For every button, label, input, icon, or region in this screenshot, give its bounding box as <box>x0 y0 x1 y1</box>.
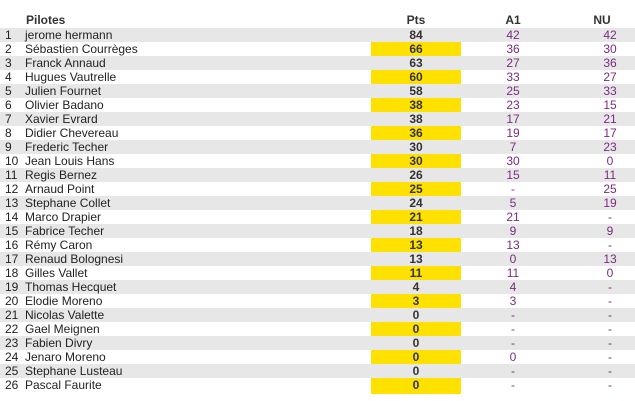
nu-cell: - <box>608 364 612 378</box>
pilot-name-cell: Olivier Badano <box>25 98 104 112</box>
table-row <box>0 280 635 294</box>
rank-cell: 1 <box>5 28 12 42</box>
a1-cell: 19 <box>506 126 520 140</box>
pts-cell: 36 <box>409 126 423 140</box>
table-row <box>0 364 635 378</box>
rank-cell: 25 <box>5 364 19 378</box>
a1-cell: 11 <box>506 266 520 280</box>
pts-cell: 0 <box>412 364 420 378</box>
header-a1: A1 <box>505 13 521 27</box>
nu-cell: - <box>608 210 612 224</box>
pilot-name-cell: Pascal Faurite <box>25 378 102 392</box>
nu-cell: 19 <box>603 196 617 210</box>
a1-cell: 30 <box>506 154 520 168</box>
pts-cell: 0 <box>412 308 420 322</box>
table-row <box>0 126 635 140</box>
pilot-name-cell: Didier Chevereau <box>25 126 119 140</box>
table-row <box>0 168 635 182</box>
pts-cell: 60 <box>409 70 423 84</box>
a1-cell: 9 <box>509 224 517 238</box>
table-row <box>0 140 635 154</box>
rank-cell: 20 <box>5 294 19 308</box>
rank-cell: 9 <box>5 140 12 154</box>
nu-cell: - <box>608 280 612 294</box>
pts-cell: 25 <box>409 182 423 196</box>
table-row <box>0 336 635 350</box>
rank-cell: 14 <box>5 210 19 224</box>
rank-cell: 26 <box>5 378 19 392</box>
pilot-name-cell: Gilles Vallet <box>25 266 88 280</box>
rank-cell: 11 <box>5 168 18 182</box>
nu-cell: 9 <box>606 224 614 238</box>
rank-cell: 16 <box>5 238 19 252</box>
a1-cell: 5 <box>509 196 517 210</box>
a1-cell: 3 <box>509 294 517 308</box>
a1-cell: 4 <box>509 280 517 294</box>
pts-cell: 0 <box>412 322 420 336</box>
table-row <box>0 112 635 126</box>
pts-cell: 0 <box>412 336 420 350</box>
rank-cell: 17 <box>5 252 19 266</box>
header-nu: NU <box>593 13 611 27</box>
pilot-name-cell: jerome hermann <box>25 28 113 42</box>
a1-cell: 7 <box>509 140 517 154</box>
table-header-row <box>0 13 635 28</box>
table-row <box>0 56 635 70</box>
a1-cell: - <box>511 322 515 336</box>
pilot-name-cell: Hugues Vautrelle <box>25 70 117 84</box>
nu-cell: - <box>608 322 612 336</box>
pilot-name-cell: Gael Meignen <box>25 322 100 336</box>
pilot-name-cell: Fabrice Techer <box>25 224 105 238</box>
pts-cell: 58 <box>409 84 423 98</box>
table-row <box>0 154 635 168</box>
table-row <box>0 266 635 280</box>
pilot-name-cell: Jean Louis Hans <box>25 154 115 168</box>
rank-cell: 19 <box>5 280 19 294</box>
rank-cell: 2 <box>5 42 12 56</box>
nu-cell: 23 <box>603 140 617 154</box>
nu-cell: 13 <box>603 252 617 266</box>
rank-cell: 10 <box>5 154 19 168</box>
nu-cell: - <box>608 294 612 308</box>
table-row <box>0 294 635 308</box>
rank-cell: 22 <box>5 322 19 336</box>
nu-cell: 36 <box>603 56 617 70</box>
a1-cell: 33 <box>506 70 520 84</box>
rank-cell: 6 <box>5 98 12 112</box>
rank-cell: 4 <box>5 70 12 84</box>
pts-cell: 38 <box>409 98 423 112</box>
pilot-name-cell: Franck Annaud <box>25 56 106 70</box>
a1-cell: 17 <box>506 112 520 126</box>
pts-cell: 66 <box>409 42 423 56</box>
a1-cell: 42 <box>506 28 520 42</box>
nu-cell: 17 <box>603 126 617 140</box>
table-row <box>0 378 635 392</box>
table-row <box>0 182 635 196</box>
table-row <box>0 70 635 84</box>
table-row <box>0 28 635 42</box>
pilot-name-cell: Nicolas Valette <box>25 308 105 322</box>
rank-cell: 13 <box>5 196 19 210</box>
a1-cell: 15 <box>506 168 520 182</box>
pts-cell: 63 <box>409 56 423 70</box>
a1-cell: 23 <box>506 98 520 112</box>
pts-cell: 0 <box>412 378 420 392</box>
rank-cell: 12 <box>5 182 19 196</box>
pilot-name-cell: Frederic Techer <box>25 140 109 154</box>
nu-cell: 21 <box>603 112 617 126</box>
a1-cell: - <box>511 308 515 322</box>
pilot-name-cell: Xavier Evrard <box>25 112 98 126</box>
nu-cell: - <box>608 336 612 350</box>
a1-cell: - <box>511 378 515 392</box>
rank-cell: 7 <box>5 112 12 126</box>
nu-cell: - <box>608 350 612 364</box>
nu-cell: 30 <box>603 42 617 56</box>
pts-cell: 13 <box>409 252 423 266</box>
pilot-name-cell: Regis Bernez <box>25 168 98 182</box>
a1-cell: 0 <box>509 350 517 364</box>
nu-cell: - <box>608 308 612 322</box>
pilot-name-cell: Thomas Hecquet <box>25 280 117 294</box>
table-row <box>0 42 635 56</box>
a1-cell: - <box>511 364 515 378</box>
nu-cell: 0 <box>606 266 614 280</box>
pts-cell: 30 <box>409 140 423 154</box>
pilot-name-cell: Arnaud Point <box>25 182 95 196</box>
pilot-name-cell: Rémy Caron <box>25 238 93 252</box>
rank-cell: 24 <box>5 350 19 364</box>
a1-cell: 25 <box>506 84 520 98</box>
nu-cell: 11 <box>603 168 617 182</box>
pts-cell: 24 <box>409 196 423 210</box>
pilot-name-cell: Julien Fournet <box>25 84 102 98</box>
nu-cell: 15 <box>603 98 617 112</box>
pts-cell: 18 <box>409 224 423 238</box>
pilot-name-cell: Jenaro Moreno <box>25 350 106 364</box>
nu-cell: - <box>608 378 612 392</box>
nu-cell: 25 <box>603 182 617 196</box>
a1-cell: 36 <box>506 42 520 56</box>
pts-cell: 4 <box>412 280 420 294</box>
nu-cell: 33 <box>603 84 617 98</box>
pilot-name-cell: Renaud Bolognesi <box>25 252 124 266</box>
rank-cell: 5 <box>5 84 12 98</box>
nu-cell: 27 <box>603 70 617 84</box>
header-pts: Pts <box>406 13 426 27</box>
a1-cell: - <box>511 182 515 196</box>
table-row <box>0 308 635 322</box>
pts-cell: 38 <box>409 112 423 126</box>
table-row <box>0 224 635 238</box>
pilot-name-cell: Stephane Collet <box>25 196 111 210</box>
rank-cell: 18 <box>5 266 19 280</box>
pts-cell: 3 <box>412 294 420 308</box>
pts-cell: 26 <box>409 168 423 182</box>
table-row <box>0 238 635 252</box>
a1-cell: - <box>511 336 515 350</box>
table-row <box>0 252 635 266</box>
table-row <box>0 210 635 224</box>
nu-cell: 42 <box>603 28 617 42</box>
pts-cell: 0 <box>412 350 420 364</box>
rank-cell: 23 <box>5 336 19 350</box>
table-row <box>0 98 635 112</box>
rank-cell: 3 <box>5 56 12 70</box>
table-row <box>0 196 635 210</box>
pts-cell: 21 <box>409 210 423 224</box>
pilot-name-cell: Sébastien Courrèges <box>25 42 138 56</box>
nu-cell: 0 <box>606 154 614 168</box>
a1-cell: 27 <box>506 56 520 70</box>
table-row <box>0 350 635 364</box>
table-row <box>0 84 635 98</box>
header-pilotes: Pilotes <box>26 13 66 27</box>
pilot-name-cell: Stephane Lusteau <box>25 364 123 378</box>
pts-cell: 84 <box>409 28 423 42</box>
rank-cell: 8 <box>5 126 12 140</box>
nu-cell: - <box>608 238 612 252</box>
pilot-name-cell: Fabien Divry <box>25 336 93 350</box>
pilot-name-cell: Marco Drapier <box>25 210 102 224</box>
a1-cell: 21 <box>506 210 520 224</box>
a1-cell: 0 <box>509 252 517 266</box>
a1-cell: 13 <box>506 238 520 252</box>
table-row <box>0 322 635 336</box>
rank-cell: 15 <box>5 224 19 238</box>
pts-cell: 13 <box>409 238 423 252</box>
rank-cell: 21 <box>5 308 19 322</box>
pilot-name-cell: Elodie Moreno <box>25 294 103 308</box>
pts-cell: 30 <box>409 154 423 168</box>
pts-cell: 11 <box>409 266 423 280</box>
